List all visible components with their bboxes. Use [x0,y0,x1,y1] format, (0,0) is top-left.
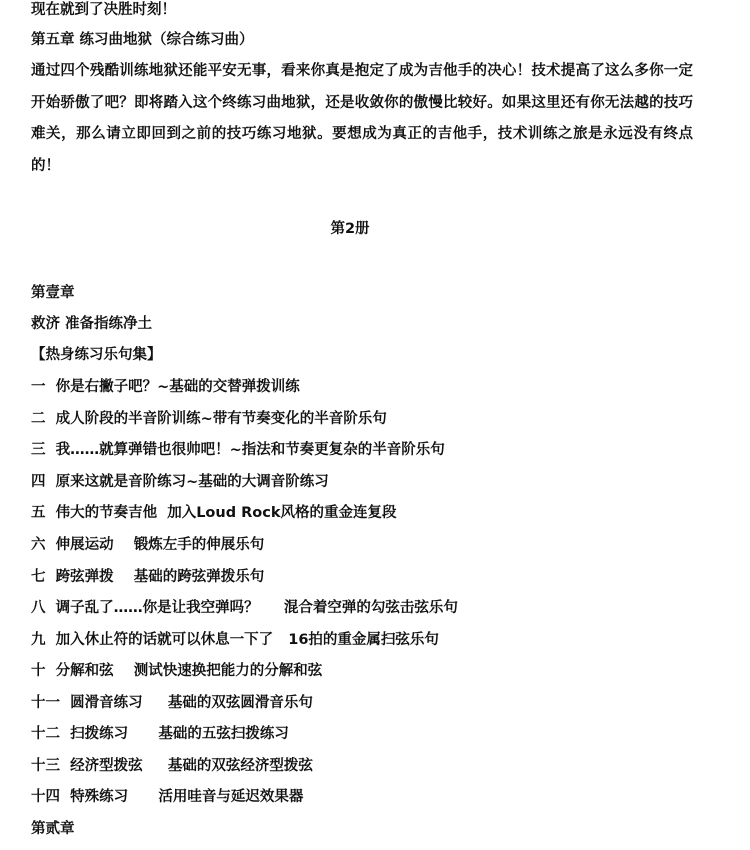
intro-closing-line: 现在就到了决胜时刻！ [31,2,176,18]
section-label: 【热身练习乐句集】 [31,347,162,363]
toc-item: 十四 特殊练习 活用哇音与延迟效果器 [31,789,304,805]
toc-item: 六 伸展运动 锻炼左手的伸展乐句 [31,537,265,553]
toc-item: 十二 扫拨练习 基础的五弦扫拨练习 [31,726,289,742]
toc-item: 十一 圆滑音练习 基础的双弦圆滑音乐句 [31,695,313,711]
chapter2-label: 第贰章 [31,821,75,837]
chapter1-subtitle: 救济 准备指练净土 [31,316,153,332]
toc-item: 九 加入休止符的话就可以休息一下了 16拍的重金属扫弦乐句 [31,632,439,648]
toc-item: 十三 经济型拨弦 基础的双弦经济型拨弦 [31,758,313,774]
toc-item: 四 原来这就是音阶练习~基础的大调音阶练习 [31,474,329,490]
chapter5-heading: 第五章 练习曲地狱（综合练习曲） [31,32,254,48]
chapter5-paragraph: 通过四个残酷训练地狱还能平安无事，看来你真是抱定了成为吉他手的决心！技术提高了这么多你一定开始骄傲了吧？即将踏入这个终练习曲地狱，还是收敛你的傲慢比较好。如果这里还有你无法越的技巧难关，那么请立即回到之前的技巧练习地狱。要想成为真正的吉他手，技术训练之旅是永远没有终点的！ [31,63,693,174]
toc-item: 三 我……就算弹错也很帅吧！~指法和节奏更复杂的半音阶乐句 [31,442,445,458]
chapter1-label: 第壹章 [31,285,75,301]
toc-item: 五 伟大的节奏吉他 加入Loud Rock风格的重金连复段 [31,505,397,521]
toc-item: 二 成人阶段的半音阶训练~带有节奏变化的半音阶乐句 [31,411,387,427]
toc-item: 八 调子乱了……你是让我空弹吗？ 混合着空弹的勾弦击弦乐句 [31,600,458,616]
toc-item: 一 你是右撇子吧？~基础的交替弹拨训练 [31,379,300,395]
toc-item: 十 分解和弦 测试快速换把能力的分解和弦 [31,663,323,679]
toc-item: 七 跨弦弹拨 基础的跨弦弹拨乐句 [31,569,265,585]
volume-title: 第2册 [330,221,370,237]
